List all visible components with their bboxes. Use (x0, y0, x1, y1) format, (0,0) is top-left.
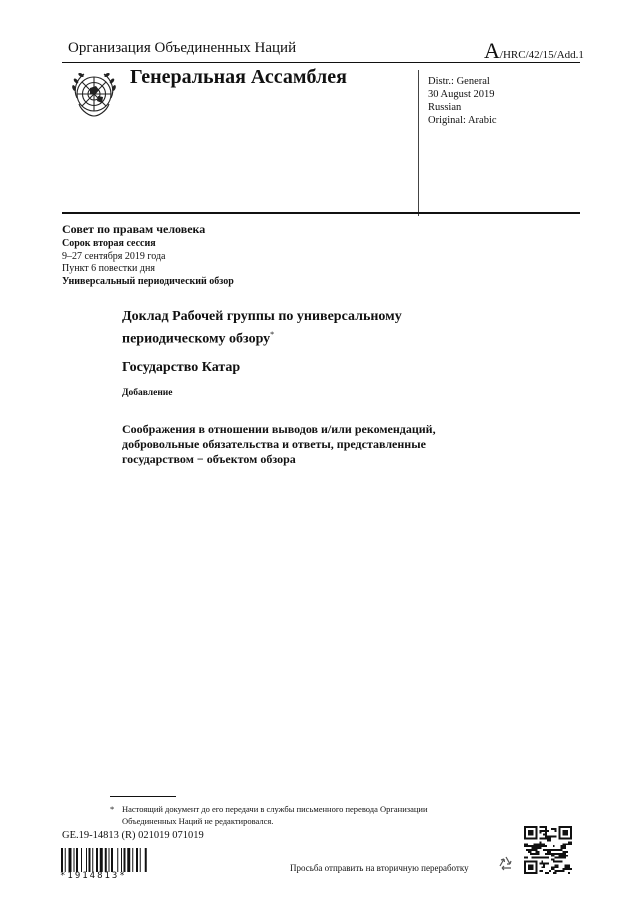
session-dates: 9–27 сентября 2019 года (62, 250, 166, 262)
recycle-icon (496, 854, 516, 874)
agenda-item: Пункт 6 повестки дня (62, 263, 155, 274)
considerations-line: добровольные обязательства и ответы, представленные (122, 437, 426, 451)
footnote-text: Настоящий документ до его передачи в службы письменного перевода Организации (122, 804, 428, 814)
section-rule (62, 212, 580, 214)
report-title-line: Доклад Рабочей группы по универсальному (122, 309, 402, 324)
footnote-reference: * (270, 330, 275, 339)
addendum-label: Добавление (122, 388, 173, 398)
footnote-rule (110, 796, 176, 797)
header-rule (62, 62, 580, 63)
symbol-code: /HRC/42/15/Add.1 (499, 49, 584, 61)
distribution-original: Original: Arabic (428, 115, 497, 126)
distribution-language: Russian (428, 102, 462, 113)
header-divider (418, 70, 419, 216)
footnote-mark: * (110, 804, 115, 814)
document-symbol (484, 38, 584, 64)
barcode-icon (60, 848, 170, 872)
council-name: Совет по правам человека (62, 222, 206, 236)
organization-name: Организация Объединенных Наций (68, 40, 297, 56)
recycle-note: Просьба отправить на вторичную переработку (290, 863, 469, 873)
document-number: GE.19-14813 (R) 021019 071019 (62, 830, 204, 841)
qr-code-icon (524, 826, 572, 874)
general-assembly-heading: Генеральная Ассамблея (130, 66, 347, 88)
footnote-text: Объединенных Наций не редактировался. (122, 816, 274, 826)
considerations-line: Соображения в отношении выводов и/или рекомендаций, (122, 422, 436, 436)
footnote (110, 803, 490, 827)
distribution-date: 30 August 2019 (428, 89, 495, 100)
agenda-title: Универсальный периодический обзор (62, 275, 234, 287)
considerations-line: государством − объектом обзора (122, 452, 296, 466)
considerations-heading (122, 422, 482, 467)
report-title (122, 308, 452, 349)
distribution-line: Distr.: General (428, 76, 490, 87)
un-emblem-icon (68, 68, 120, 120)
state-name: Государство Катар (122, 360, 241, 375)
symbol-letter: A (484, 38, 500, 63)
session-number: Сорок вторая сессия (62, 238, 156, 249)
report-title-line: периодическому обзору (122, 331, 271, 347)
session-info (62, 238, 234, 288)
distribution-info (428, 75, 497, 127)
barcode-number: *1914813* (60, 871, 127, 881)
